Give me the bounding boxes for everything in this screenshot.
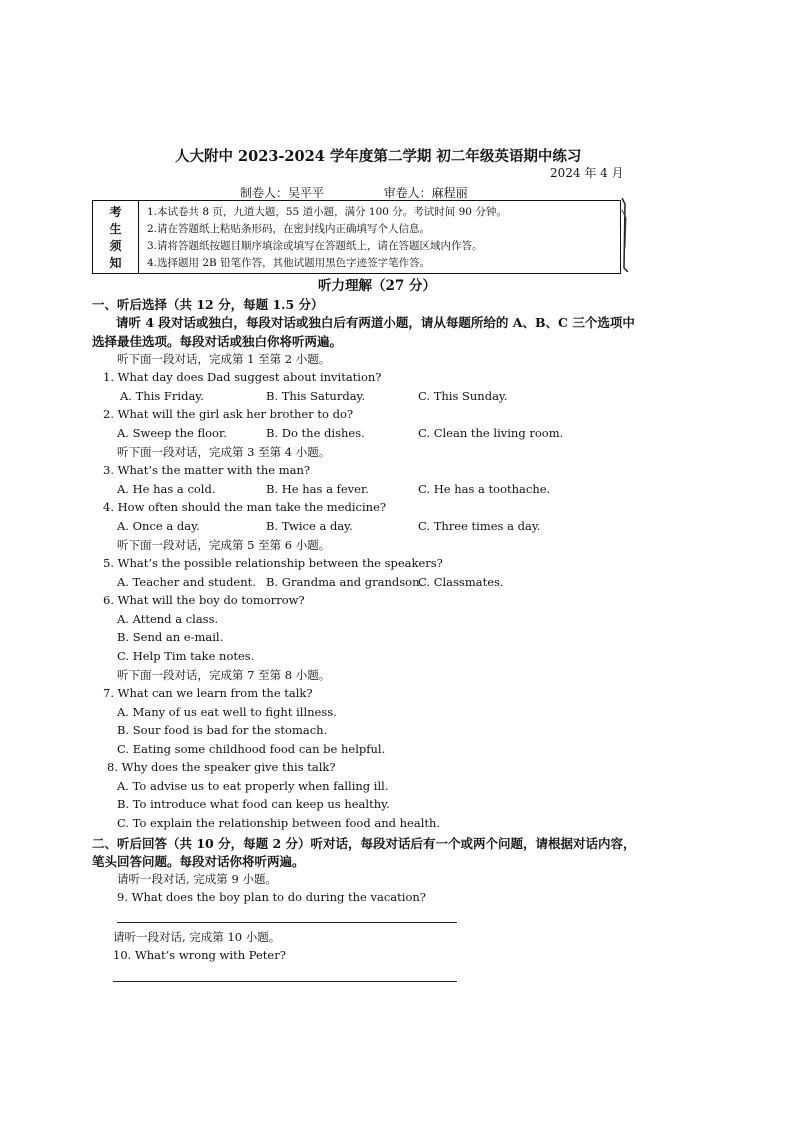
notice-heading-char: 生 [109,222,122,236]
q1-option-a: A. This Friday. [120,389,204,403]
q6-option-a: A. Attend a class. [117,612,219,626]
notice-item: 2.请在答题纸上粘贴条形码，在密封线内正确填写个人信息。 [147,223,431,235]
notice-heading [93,201,139,273]
part2-heading-line1: 二、听后回答（共 10 分，每题 2 分）听对话，每段对话后有一个或两个问题，请根据对话内容， [92,836,636,851]
q7-option-a: A. Many of us eat well to fight illness. [117,705,337,719]
notice-item: 3.请将答题纸按题目顺序填涂或填写在答题纸上，请在答题区域内作答。 [147,240,483,252]
question-1: 1. What day does Dad suggest about invitation? [103,370,382,384]
notice-heading-char: 考 [109,205,122,219]
question-2: 2. What will the girl ask her brother to do? [103,407,354,421]
question-10: 10. What’s wrong with Peter? [113,948,286,962]
part2-heading-line2: 笔头回答问题。每段对话你将听两遍。 [92,854,305,869]
notice-item: 1.本试卷共 8 页，九道大题，55 道小题，满分 100 分。考试时间 90 分钟。 [147,206,507,218]
exam-notice-box [92,200,621,274]
listening-section-title: 听力理解（27 分） [318,278,436,294]
q1-option-b: B. This Saturday. [266,389,366,403]
dialog-instruction: 听下面一段对话，完成第 1 至第 2 小题。 [117,352,331,366]
answer-line-q10 [113,981,457,982]
dialog-instruction: 请听一段对话, 完成第 9 小题。 [117,872,277,886]
part1-heading: 一、听后选择（共 12 分，每题 1.5 分） [92,297,324,312]
question-8: 8. Why does the speaker give this talk? [107,760,336,774]
q3-option-c: C. He has a toothache. [418,482,551,496]
q8-option-a: A. To advise us to eat properly when falling ill. [117,779,389,793]
question-4: 4. How often should the man take the medicine? [103,500,387,514]
q2-option-a: A. Sweep the floor. [117,426,227,440]
maker-label: 制卷人：吴平平 [240,186,325,200]
dialog-instruction: 请听一段对话, 完成第 10 小题。 [113,930,281,944]
q8-option-c: C. To explain the relationship between food and health. [117,816,441,830]
question-3: 3. What’s the matter with the man? [103,463,311,477]
q4-option-b: B. Twice a day. [266,519,353,533]
notice-heading-char: 知 [109,256,122,270]
q4-option-a: A. Once a day. [117,519,200,533]
dialog-instruction: 听下面一段对话，完成第 7 至第 8 小题。 [117,668,331,682]
question-5: 5. What’s the possible relationship between the speakers? [103,556,443,570]
part1-instruction-line2: 选择最佳选项。每段对话或独白你将听两遍。 [92,334,343,349]
q7-option-c: C. Eating some childhood food can be helpful. [117,742,386,756]
q1-option-c: C. This Sunday. [418,389,508,403]
q6-option-c: C. Help Tim take notes. [117,649,255,663]
question-9: 9. What does the boy plan to do during the vacation? [117,890,426,904]
part1-instruction-line1: 请听 4 段对话或独白，每段对话或独白后有两道小题，请从每题所给的 A、B、C 三个选项中 [116,315,635,330]
dialog-instruction: 听下面一段对话，完成第 5 至第 6 小题。 [117,538,331,552]
notice-item: 4.选择题用 2B 铅笔作答，其他试题用黑色字迹签字笔作答。 [147,257,431,269]
q2-option-b: B. Do the dishes. [266,426,365,440]
q5-option-c: C. Classmates. [418,575,504,589]
reviewer-label: 审卷人：麻程丽 [383,186,468,200]
exam-title: 人大附中 2023-2024 学年度第二学期 初二年级英语期中练习 [175,148,582,165]
question-7: 7. What can we learn from the talk? [103,686,313,700]
notice-heading-char: 须 [109,239,122,253]
exam-authors [240,184,468,201]
exam-date: 2024 年 4 月 [550,166,624,180]
dialog-instruction: 听下面一段对话，完成第 3 至第 4 小题。 [117,445,331,459]
scan-edge-mark [620,198,630,272]
q6-option-b: B. Send an e-mail. [117,630,224,644]
notice-items [139,201,620,273]
q5-option-b: B. Grandma and grandson. [266,575,424,589]
q4-option-c: C. Three times a day. [418,519,541,533]
answer-line-q9 [117,922,457,923]
q3-option-b: B. He has a fever. [266,482,369,496]
q7-option-b: B. Sour food is bad for the stomach. [117,723,328,737]
question-6: 6. What will the boy do tomorrow? [103,593,305,607]
q5-option-a: A. Teacher and student. [117,575,256,589]
q2-option-c: C. Clean the living room. [418,426,564,440]
q3-option-a: A. He has a cold. [117,482,216,496]
q8-option-b: B. To introduce what food can keep us healthy. [117,797,390,811]
